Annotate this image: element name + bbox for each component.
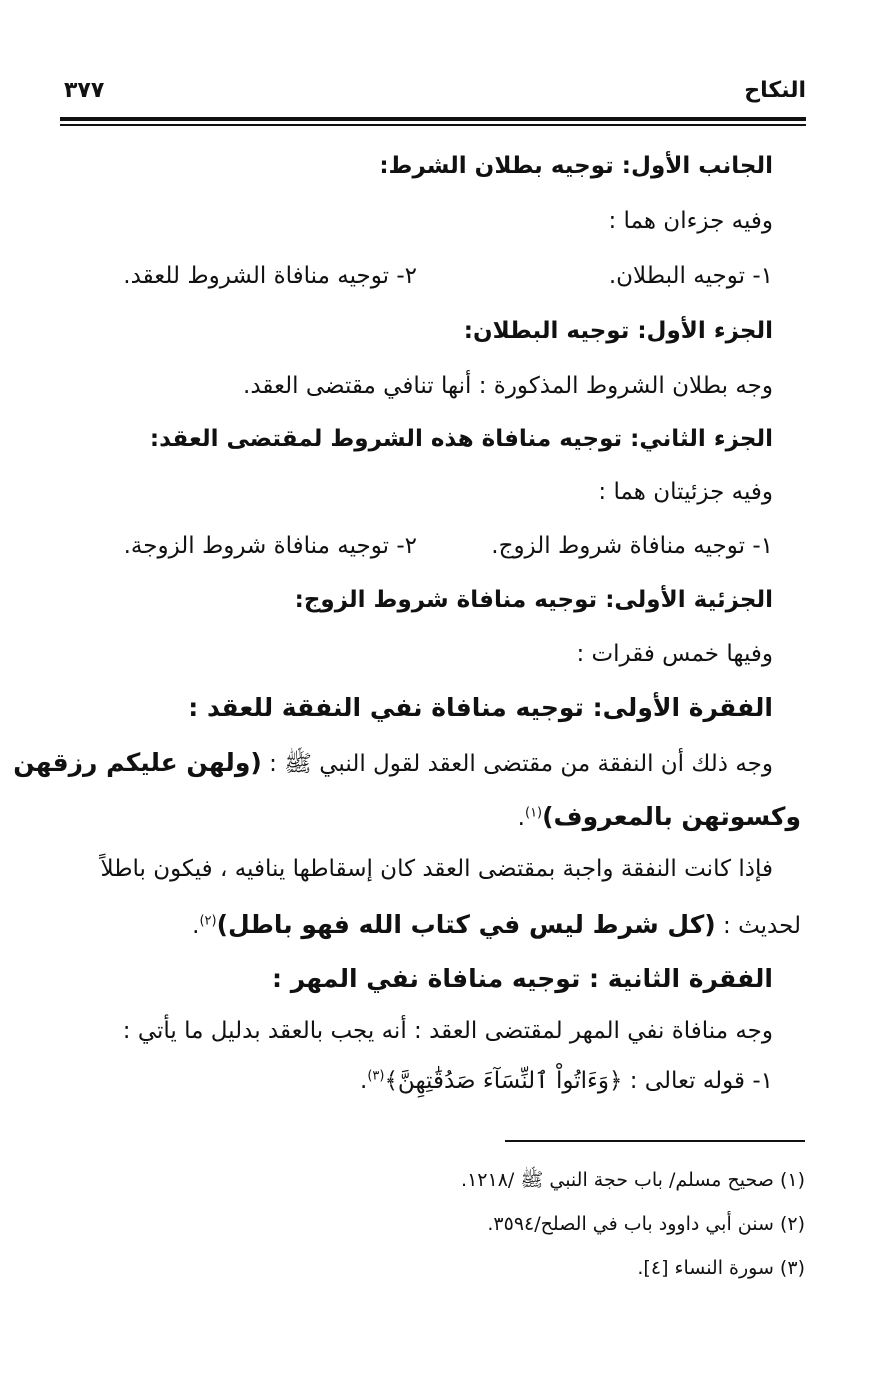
footnote-ref-3: (٣) xyxy=(367,1068,385,1084)
paragraph-text: لحديث : xyxy=(723,913,801,939)
paragraph-heading-1: الفقرة الأولى: توجيه منافاة نفي النفقة للعقد : xyxy=(188,693,773,722)
paragraph-line: فإذا كانت النفقة واجبة بمقتضى العقد كان إسقاطها ينافيه ، فيكون باطلاً xyxy=(100,856,773,882)
paragraph-text: . xyxy=(192,913,200,939)
paragraph-line: وجه بطلان الشروط المذكورة : أنها تنافي مقتضى العقد. xyxy=(243,373,773,399)
hadith-quote: (ولهن عليكم رزقهن xyxy=(13,748,262,777)
footnote-ref-2: (٢) xyxy=(199,913,217,929)
paragraph-line: وفيه جزئيتان هما : xyxy=(598,479,773,505)
section-heading-1: الجانب الأول: توجيه بطلان الشرط: xyxy=(379,153,773,179)
hadith-quote: (كل شرط ليس في كتاب الله فهو باطل) xyxy=(216,910,716,939)
paragraph-line: وجه منافاة نفي المهر لمقتضى العقد : أنه يجب بالعقد بدليل ما يأتي : xyxy=(122,1018,773,1044)
paragraph-heading-2: الفقرة الثانية : توجيه منافاة نفي المهر : xyxy=(272,964,773,993)
list-item-1: ١- توجيه منافاة شروط الزوج. xyxy=(491,533,773,559)
paragraph-text: ١- قوله تعالى : xyxy=(629,1068,773,1094)
footnote-3: (٣) سورة النساء [٤]. xyxy=(637,1257,805,1279)
paragraph-line-hadith-2 xyxy=(192,909,801,942)
header-rule-thick xyxy=(60,117,806,121)
footnote-ref-1: (١) xyxy=(524,805,543,821)
list-item-1: ١- توجيه البطلان. xyxy=(608,263,773,289)
paragraph-line-hadith-cont xyxy=(518,801,801,834)
list-item-2: ٢- توجيه منافاة الشروط للعقد. xyxy=(123,263,417,289)
footnote-1: (١) صحيح مسلم/ باب حجة النبي ﷺ /١٢١٨. xyxy=(461,1169,805,1191)
paragraph-text: . xyxy=(517,805,525,831)
paragraph-line-hadith xyxy=(13,747,773,780)
chapter-title: النكاح xyxy=(744,78,806,103)
running-header xyxy=(60,78,806,118)
header-rule-thin xyxy=(60,124,806,126)
footnote-separator xyxy=(505,1140,805,1142)
hadith-quote: وكسوتهن بالمعروف) xyxy=(542,802,801,831)
footnote-2: (٢) سنن أبي داوود باب في الصلح/٣٥٩٤. xyxy=(487,1213,805,1235)
section-heading-2: الجزء الأول: توجيه البطلان: xyxy=(463,318,773,344)
page-number: ٣٧٧ xyxy=(64,78,105,103)
section-heading-4: الجزئية الأولى: توجيه منافاة شروط الزوج: xyxy=(294,587,773,613)
paragraph-text: وجه ذلك أن النفقة من مقتضى العقد لقول النبي ﷺ : xyxy=(269,751,773,777)
paragraph-text: . xyxy=(360,1068,368,1094)
paragraph-line: وفيها خمس فقرات : xyxy=(576,641,773,667)
list-item-2: ٢- توجيه منافاة شروط الزوجة. xyxy=(123,533,417,559)
quran-verse: ﴿وَءَاتُواْ ٱلنِّسَآءَ صَدُقَٰتِهِنَّ﴾ xyxy=(384,1068,623,1094)
section-heading-3: الجزء الثاني: توجيه منافاة هذه الشروط لمقتضى العقد: xyxy=(149,426,773,452)
paragraph-line-quran xyxy=(360,1067,773,1097)
paragraph-line: وفيه جزءان هما : xyxy=(608,208,773,234)
